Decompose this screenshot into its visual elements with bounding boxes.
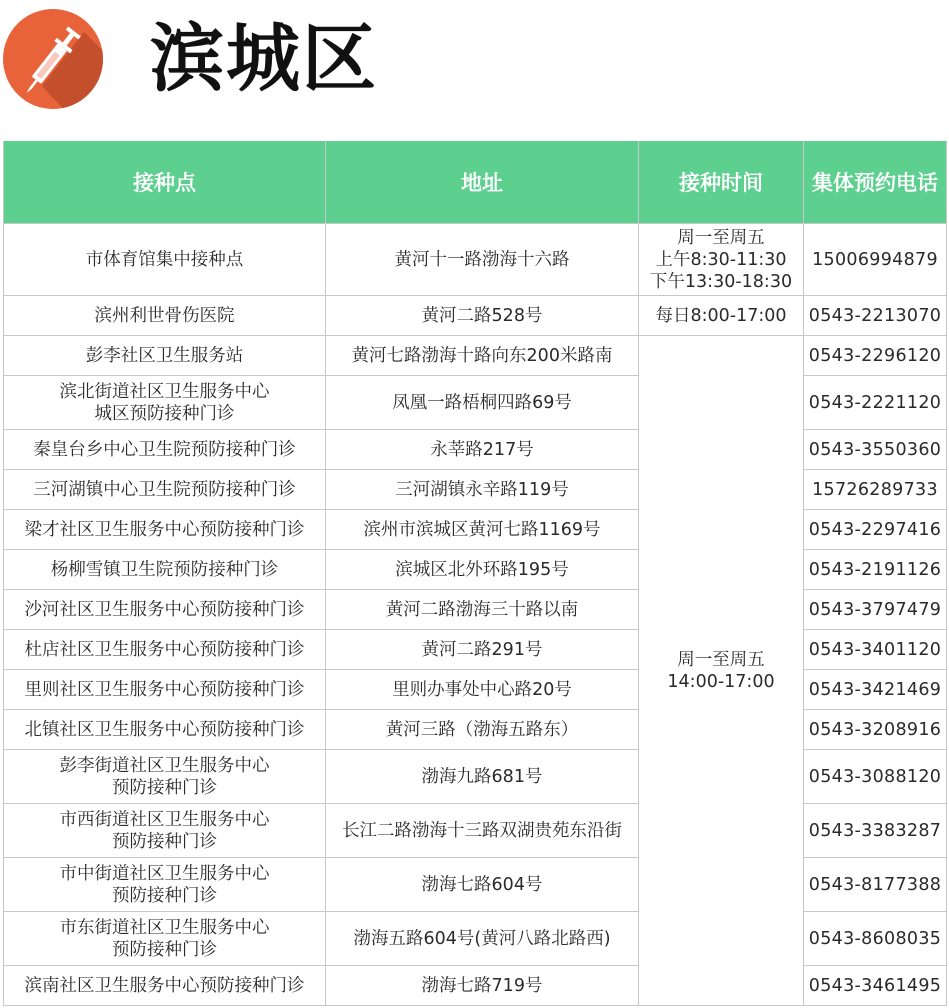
site-name-line: 预防接种门诊: [112, 885, 217, 906]
site-name-line: 秦皇台乡中心卫生院预防接种门诊: [33, 439, 296, 460]
table-row: [4, 912, 947, 966]
table-row: [4, 630, 947, 670]
site-name-line: 市西街道社区卫生服务中心: [59, 809, 270, 830]
site-name-line: 滨州利世骨伤医院: [94, 305, 235, 326]
site-name-line: 市东街道社区卫生服务中心: [59, 917, 270, 938]
address-cell: 黄河七路渤海十路向东200米路南: [326, 336, 639, 376]
address-cell: 滨州市滨城区黄河七路1169号: [326, 510, 639, 550]
hours-cell: [639, 296, 804, 336]
vaccination-sites-table: [3, 141, 947, 1006]
table-row: [4, 470, 947, 510]
address-cell: 渤海五路604号(黄河八路北路西): [326, 912, 639, 966]
table-row: [4, 430, 947, 470]
site-name-line: 市中街道社区卫生服务中心: [59, 863, 270, 884]
table-row: [4, 670, 947, 710]
address-cell: 渤海七路604号: [326, 858, 639, 912]
column-header-phone: 集体预约电话: [804, 141, 947, 224]
site-name-cell: [4, 912, 326, 966]
hours-line: 周一至周五: [677, 227, 765, 248]
table-row: [4, 966, 947, 1006]
phone-cell: 0543-3088120: [804, 750, 947, 804]
site-name-cell: [4, 510, 326, 550]
site-name-line: 杨柳雪镇卫生院预防接种门诊: [50, 559, 279, 580]
hours-line: 每日8:00-17:00: [655, 305, 787, 326]
address-cell: 黄河三路（渤海五路东）: [326, 710, 639, 750]
table-row: [4, 336, 947, 376]
phone-cell: 0543-8608035: [804, 912, 947, 966]
table-row: [4, 710, 947, 750]
site-name-cell: [4, 670, 326, 710]
site-name-line: 沙河社区卫生服务中心预防接种门诊: [24, 599, 305, 620]
table-row: [4, 296, 947, 336]
phone-cell: 15726289733: [804, 470, 947, 510]
site-name-line: 预防接种门诊: [112, 831, 217, 852]
phone-cell: 0543-3383287: [804, 804, 947, 858]
hours-cell: [639, 224, 804, 296]
phone-cell: 0543-2296120: [804, 336, 947, 376]
address-cell: 黄河二路528号: [326, 296, 639, 336]
table-row: [4, 750, 947, 804]
site-name-cell: [4, 336, 326, 376]
address-cell: 滨城区北外环路195号: [326, 550, 639, 590]
site-name-cell: [4, 590, 326, 630]
site-name-cell: [4, 376, 326, 430]
site-name-line: 彭李街道社区卫生服务中心: [59, 755, 270, 776]
phone-cell: 0543-3401120: [804, 630, 947, 670]
site-name-line: 预防接种门诊: [112, 777, 217, 798]
page-title: 滨城区: [150, 16, 378, 102]
phone-cell: 0543-3208916: [804, 710, 947, 750]
table-header-row: [4, 141, 947, 224]
site-name-cell: [4, 296, 326, 336]
site-name-line: 彭李社区卫生服务站: [85, 345, 244, 366]
site-name-cell: [4, 710, 326, 750]
address-cell: 三河湖镇永辛路119号: [326, 470, 639, 510]
site-name-cell: [4, 630, 326, 670]
address-cell: 黄河二路渤海三十路以南: [326, 590, 639, 630]
site-name-line: 杜店社区卫生服务中心预防接种门诊: [24, 639, 305, 660]
table-row: [4, 858, 947, 912]
phone-cell: 0543-2297416: [804, 510, 947, 550]
site-name-cell: [4, 858, 326, 912]
site-name-cell: [4, 224, 326, 296]
table-row: [4, 590, 947, 630]
page-header: [0, 0, 949, 140]
hours-line: 14:00-17:00: [667, 671, 775, 692]
column-header-address: 地址: [326, 141, 639, 224]
address-cell: 渤海七路719号: [326, 966, 639, 1006]
site-name-line: 市体育馆集中接种点: [85, 249, 244, 270]
site-name-cell: [4, 470, 326, 510]
hours-cell: [639, 336, 804, 1006]
address-cell: 渤海九路681号: [326, 750, 639, 804]
phone-cell: 0543-2191126: [804, 550, 947, 590]
site-name-line: 三河湖镇中心卫生院预防接种门诊: [33, 479, 296, 500]
address-cell: 永莘路217号: [326, 430, 639, 470]
address-cell: 里则办事处中心路20号: [326, 670, 639, 710]
site-name-line: 城区预防接种门诊: [94, 403, 235, 424]
address-cell: 黄河二路291号: [326, 630, 639, 670]
column-header-site: 接种点: [4, 141, 326, 224]
syringe-icon: [2, 8, 104, 110]
phone-cell: 0543-2213070: [804, 296, 947, 336]
site-name-cell: [4, 550, 326, 590]
site-name-cell: [4, 804, 326, 858]
phone-cell: 0543-3461495: [804, 966, 947, 1006]
address-cell: 凤凰一路梧桐四路69号: [326, 376, 639, 430]
phone-cell: 0543-3550360: [804, 430, 947, 470]
site-name-line: 里则社区卫生服务中心预防接种门诊: [24, 679, 305, 700]
table-row: [4, 510, 947, 550]
column-header-hours: 接种时间: [639, 141, 804, 224]
phone-cell: 15006994879: [804, 224, 947, 296]
phone-cell: 0543-3797479: [804, 590, 947, 630]
site-name-cell: [4, 750, 326, 804]
table-row: [4, 804, 947, 858]
address-cell: 黄河十一路渤海十六路: [326, 224, 639, 296]
address-cell: 长江二路渤海十三路双湖贵苑东沿街: [326, 804, 639, 858]
phone-cell: 0543-8177388: [804, 858, 947, 912]
site-name-line: 预防接种门诊: [112, 939, 217, 960]
site-name-line: 滨南社区卫生服务中心预防接种门诊: [24, 975, 305, 996]
table-row: [4, 224, 947, 296]
hours-line: 下午13:30-18:30: [649, 271, 793, 292]
phone-cell: 0543-2221120: [804, 376, 947, 430]
hours-line: 上午8:30-11:30: [655, 249, 787, 270]
site-name-line: 滨北街道社区卫生服务中心: [59, 381, 270, 402]
table-row: [4, 550, 947, 590]
site-name-cell: [4, 966, 326, 1006]
site-name-line: 北镇社区卫生服务中心预防接种门诊: [24, 719, 305, 740]
phone-cell: 0543-3421469: [804, 670, 947, 710]
site-name-line: 梁才社区卫生服务中心预防接种门诊: [24, 519, 305, 540]
table-row: [4, 376, 947, 430]
hours-line: 周一至周五: [677, 649, 765, 670]
site-name-cell: [4, 430, 326, 470]
